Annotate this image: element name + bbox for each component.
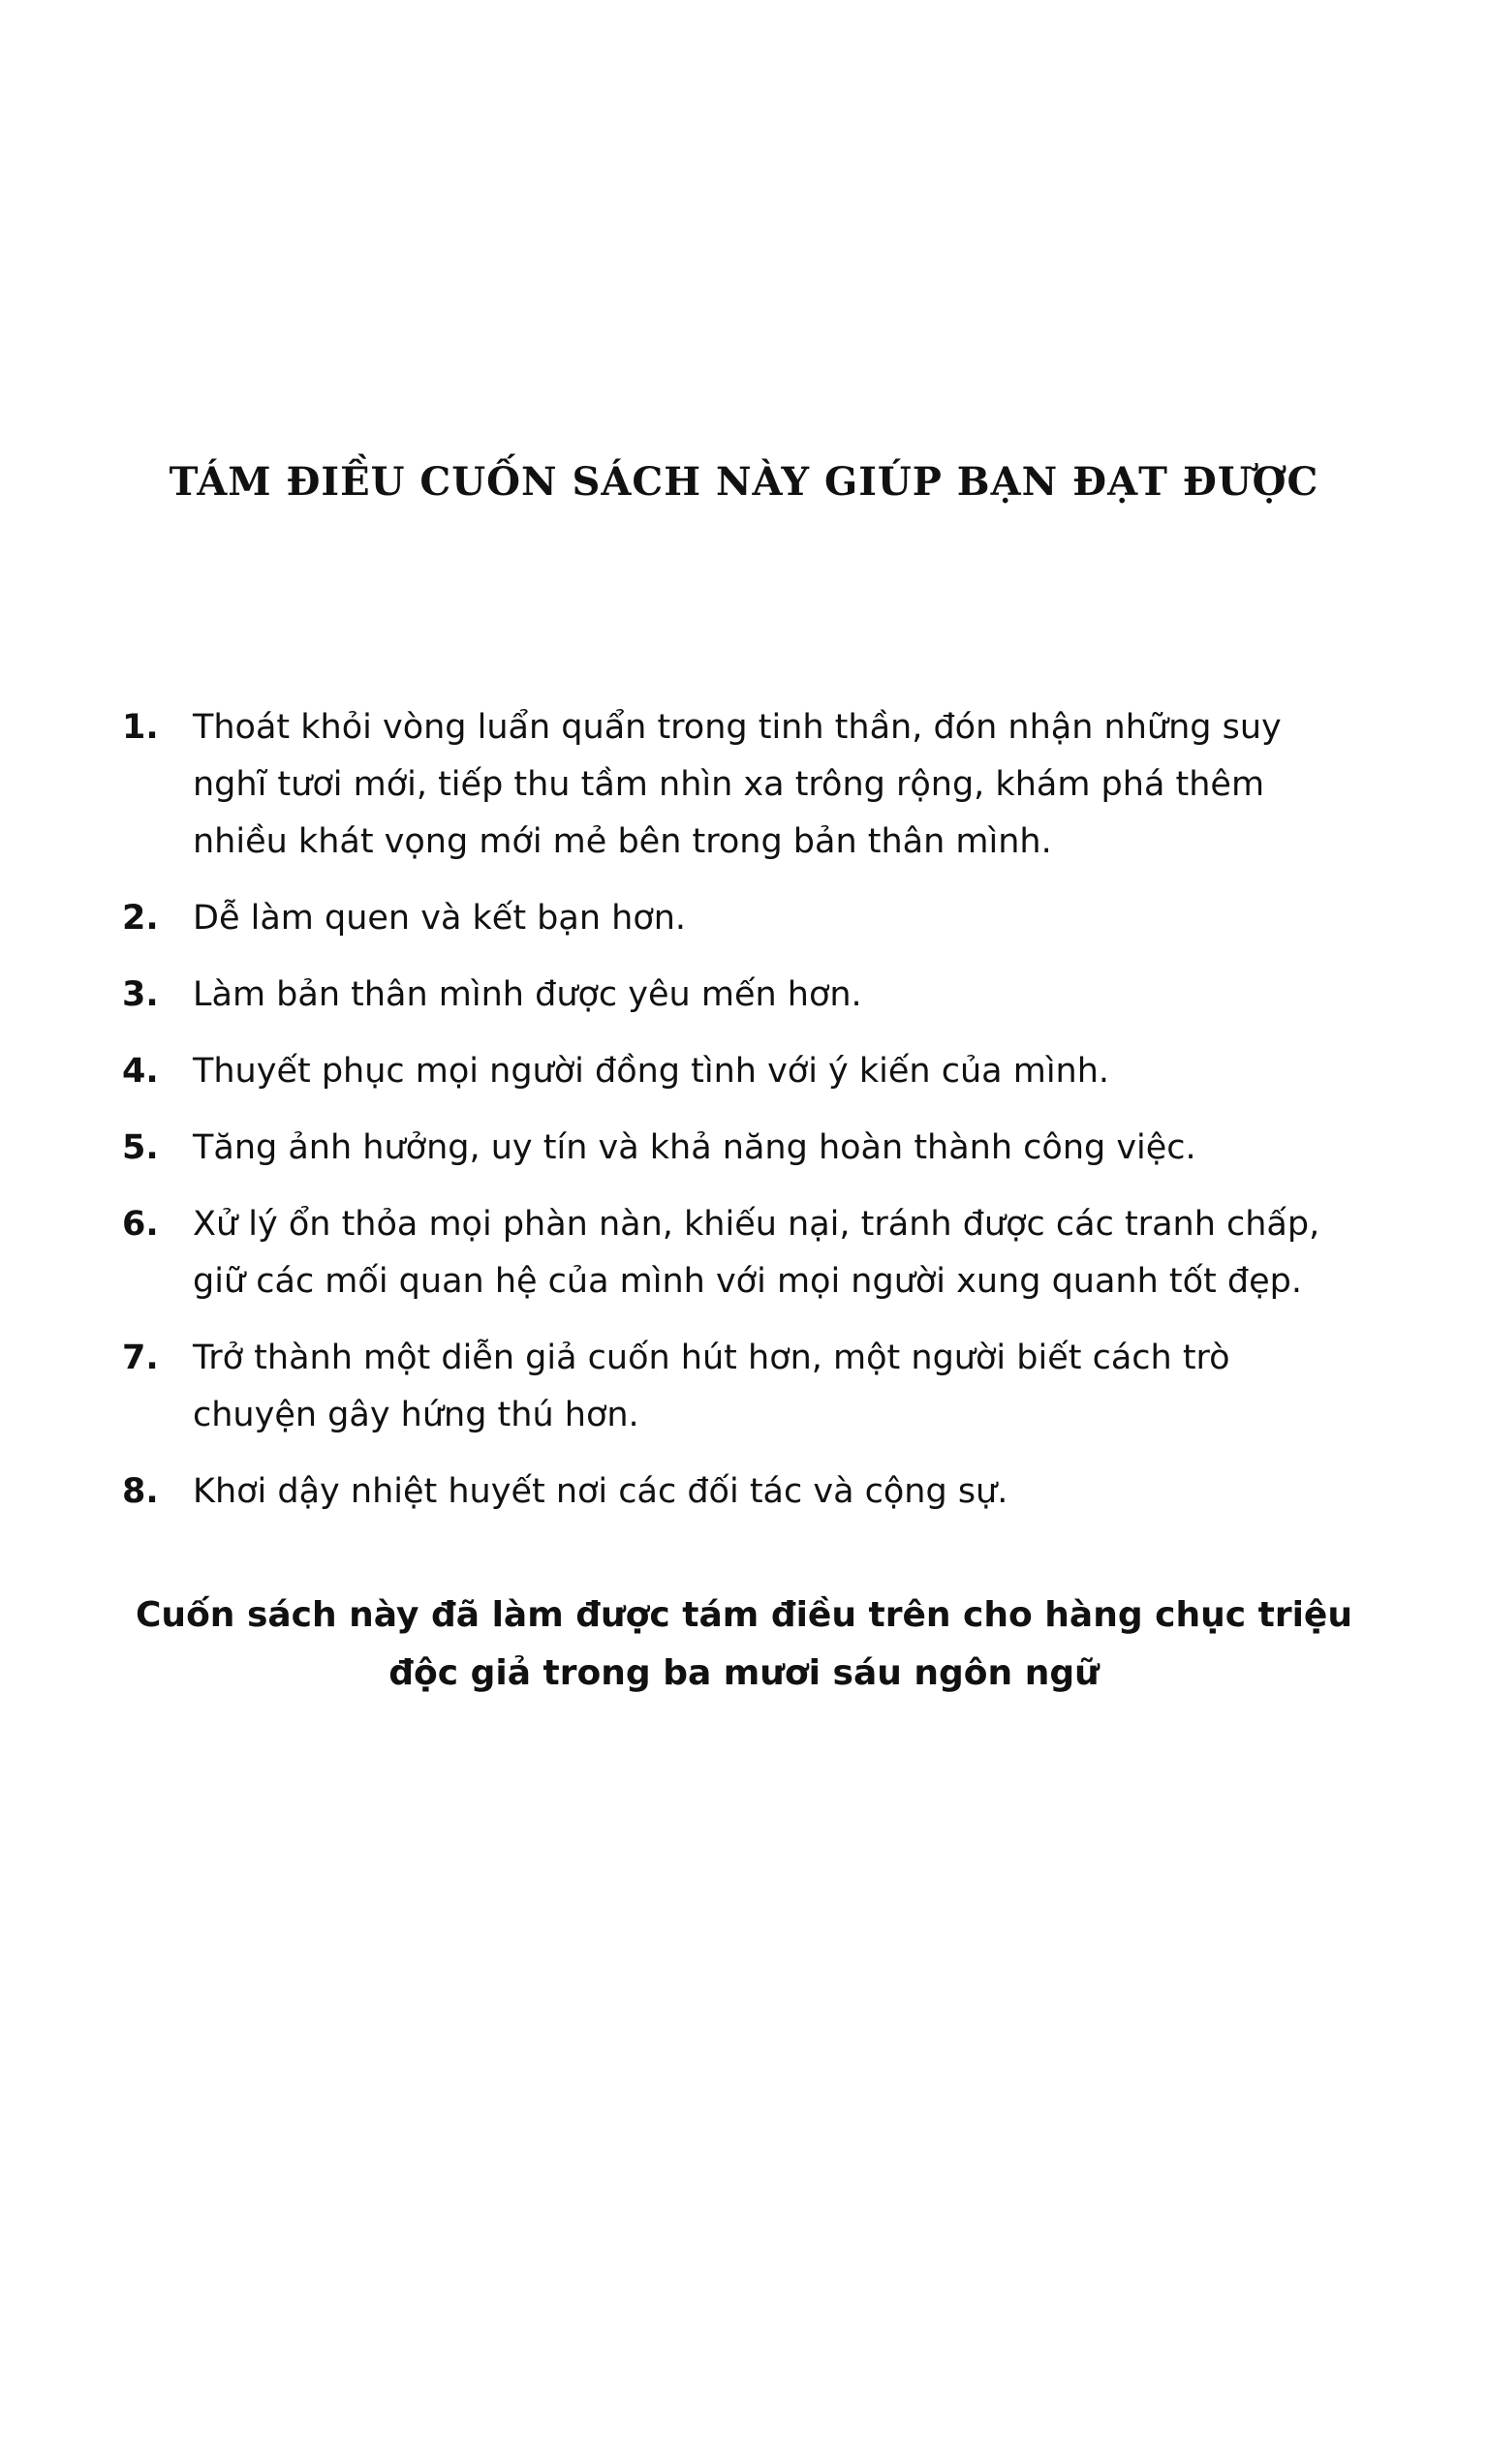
item-number: 7. (122, 1339, 159, 1377)
page-title: TÁM ĐIỀU CUỐN SÁCH NÀY GIÚP BẠN ĐẠT ĐƯỢC (169, 459, 1319, 505)
item-text (193, 1463, 1333, 1521)
list-item (122, 1330, 1333, 1444)
item-text-line: nhiều khát vọng mới mẻ bên trong bản thân mình. (193, 822, 1052, 861)
item-text-line: nghĩ tươi mới, tiếp thu tầm nhìn xa trông rộng, khám phá thêm (193, 765, 1265, 804)
item-number: 8. (122, 1472, 159, 1511)
item-text-line: Khơi dậy nhiệt huyết nơi các đối tác và cộng sự. (193, 1472, 1008, 1511)
list-item (122, 967, 1333, 1024)
item-text-line: Dễ làm quen và kết bạn hơn. (193, 899, 687, 938)
item-text (193, 1196, 1333, 1310)
item-text (193, 699, 1333, 871)
item-text-line: Trở thành một diễn giả cuốn hút hơn, một người biết cách trò (193, 1339, 1230, 1377)
item-number: 6. (122, 1205, 159, 1244)
list-item (122, 1196, 1333, 1310)
list-item (122, 699, 1333, 871)
item-text (193, 967, 1333, 1024)
list-item (122, 890, 1333, 947)
item-text (193, 1330, 1333, 1444)
item-text (193, 890, 1333, 947)
list-item (122, 1463, 1333, 1521)
benefits-list (122, 699, 1333, 1540)
item-number: 5. (122, 1128, 159, 1167)
item-text (193, 1120, 1333, 1177)
item-text-line: Làm bản thân mình được yêu mến hơn. (193, 975, 862, 1014)
item-text-line: Thoát khỏi vòng luẩn quẩn trong tinh thần, đón nhận những suy (193, 708, 1282, 747)
item-number: 4. (122, 1052, 159, 1091)
closing-line: độc giả trong ba mươi sáu ngôn ngữ (388, 1653, 1100, 1693)
closing-statement (0, 1586, 1488, 1703)
item-number: 1. (122, 708, 159, 747)
item-number: 3. (122, 975, 159, 1014)
closing-line: Cuốn sách này đã làm được tám điều trên cho hàng chục triệu (136, 1595, 1352, 1635)
item-text-line: Xử lý ổn thỏa mọi phàn nàn, khiếu nại, tránh được các tranh chấp, (193, 1205, 1320, 1244)
list-item (122, 1043, 1333, 1100)
item-text-line: Thuyết phục mọi người đồng tình với ý kiến của mình. (193, 1052, 1110, 1091)
item-text-line: chuyện gây hứng thú hơn. (193, 1396, 639, 1434)
item-text-line: giữ các mối quan hệ của mình với mọi người xung quanh tốt đẹp. (193, 1262, 1302, 1301)
item-text (193, 1043, 1333, 1100)
item-text-line: Tăng ảnh hưởng, uy tín và khả năng hoàn thành công việc. (193, 1128, 1196, 1167)
list-item (122, 1120, 1333, 1177)
item-number: 2. (122, 899, 159, 938)
